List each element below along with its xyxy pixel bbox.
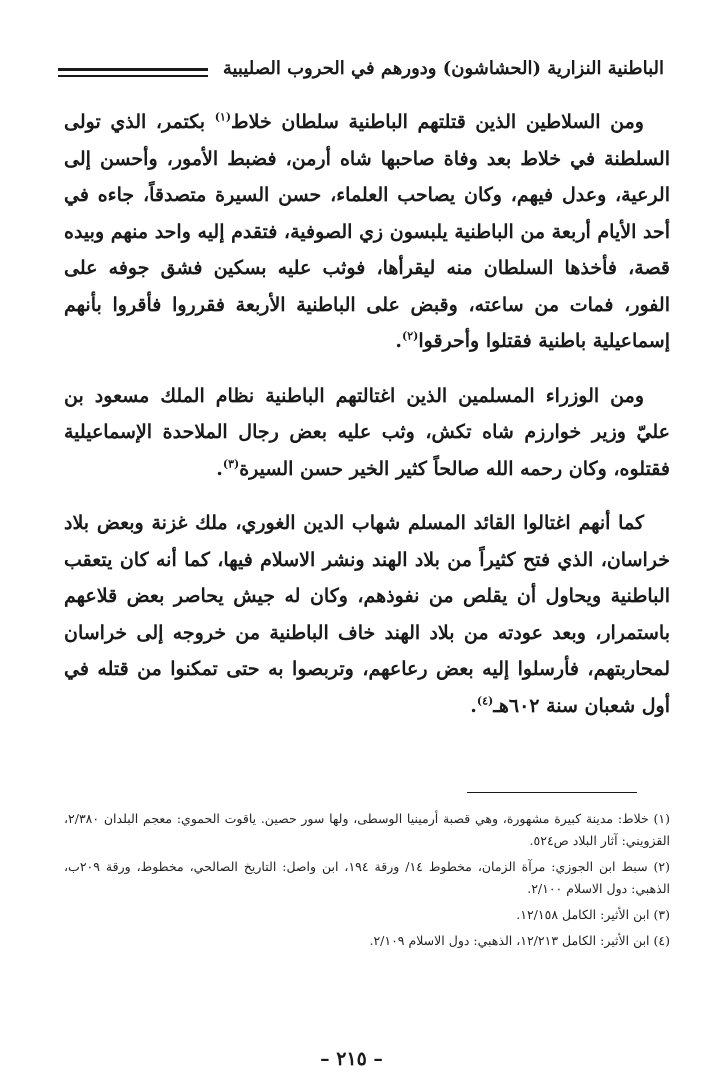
footnote-ref-4[interactable]: (٤) xyxy=(476,694,494,708)
footnote-ref-2[interactable]: (٢) xyxy=(402,329,419,343)
paragraph-1-text-a: ومن السلاطين الذين قتلتهم الباطنية سلطان خلاط xyxy=(231,111,644,133)
running-header-title: الباطنية النزارية (الحشاشون) ودورهم في الحروب الصليبية xyxy=(222,58,664,79)
footnote-separator xyxy=(467,792,637,793)
main-text xyxy=(64,104,670,742)
footnote-2: (٢) سبط ابن الجوزي: مرآة الزمان، مخطوط ١٤/ ورقة ١٩٤، ابن واصل: التاريخ الصالحي، مخطوط، ورقة ٢٠٩ب، الذهبي: دول الاسلام ٢/١٠٠. xyxy=(64,859,670,896)
footnote-ref-3[interactable]: (٣) xyxy=(222,457,240,471)
paragraph-1-end: . xyxy=(395,330,403,352)
footnote-3: (٣) ابن الأثير: الكامل ١٢/١٥٨. xyxy=(516,907,670,922)
header-double-rule xyxy=(58,68,208,77)
paragraph-2-text: ومن الوزراء المسلمين الذين اغتالتهم الباطنية نظام الملك مسعود بن عليّ وزير خوارزم شاه تكش، وثب عليه بعض رجال الملاحدة الإسماعيلية فقتلوه، وكان رحمه الله صالحاً كثير الخير حسن السيرة xyxy=(64,384,670,480)
page-number: – ٢١٥ – xyxy=(320,1048,383,1070)
footnote-4: (٤) ابن الأثير: الكامل ١٢/٢١٣، الذهبي: دول الاسلام ٢/١٠٩. xyxy=(369,933,670,948)
paragraph-3-text: كما أنهم اغتالوا القائد المسلم شهاب الدين الغوري، ملك غزنة وبعض بلاد خراسان، الذي فتح كثيراً من بلاد الهند ونشر الاسلام فيها، كما أنه كان يتعقب الباطنية ويحاول أن يقلص من نفوذهم، وكان له جيش يحاصر بعض قلاعهم باستمرار، وبعد عودته من بلاد الهند خاف الباطنية من خروجه إلى خراسان لمحاربتهم، فأرسلوا إليه بعض رعاعهم، وتربصوا به حتى تمكنوا من قتله في أول شعبان سنة ٦٠٢هـ xyxy=(64,512,670,717)
footnote-1: (١) خلاط: مدينة كبيرة مشهورة، وهي قصبة أرمينيا الوسطى، ولها سور حصين. ياقوت الحموي: معجم البلدان ٢/٣٨٠، القزويني: آثار البلاد ص٥٢٤. xyxy=(64,811,670,848)
footnotes xyxy=(64,808,670,956)
paragraph-1 xyxy=(64,104,670,360)
paragraph-2 xyxy=(64,378,670,488)
paragraph-3-end: . xyxy=(470,694,477,717)
paragraph-3 xyxy=(64,505,670,724)
paragraph-1-text-b: بكتمر، الذي تولى السلطنة في خلاط بعد وفاة صاحبها شاه أرمن، فضبط الأمور، وأحسن إلى الرعية، وعدل فيهم، وكان يصاحب العلماء، حسن السيرة متصدقاً، جاءه في أحد الأيام أربعة من الباطنية يلبسون زي الصوفية، فتقدم إليه واحد منهم وبيده قصة، فأخذها السلطان منه ليقرأها، فوثب عليه بسكين فشق جوفه على الفور، فمات من ساعته، وقبض على الباطنية الأربعة فقرروا فأقروا بأنهم إسماعيلية باطنية فقتلوا وأحرقوا xyxy=(64,111,670,352)
running-header xyxy=(58,56,664,90)
footnote-ref-1[interactable]: (١) xyxy=(214,110,232,124)
paragraph-2-end: . xyxy=(216,457,223,480)
